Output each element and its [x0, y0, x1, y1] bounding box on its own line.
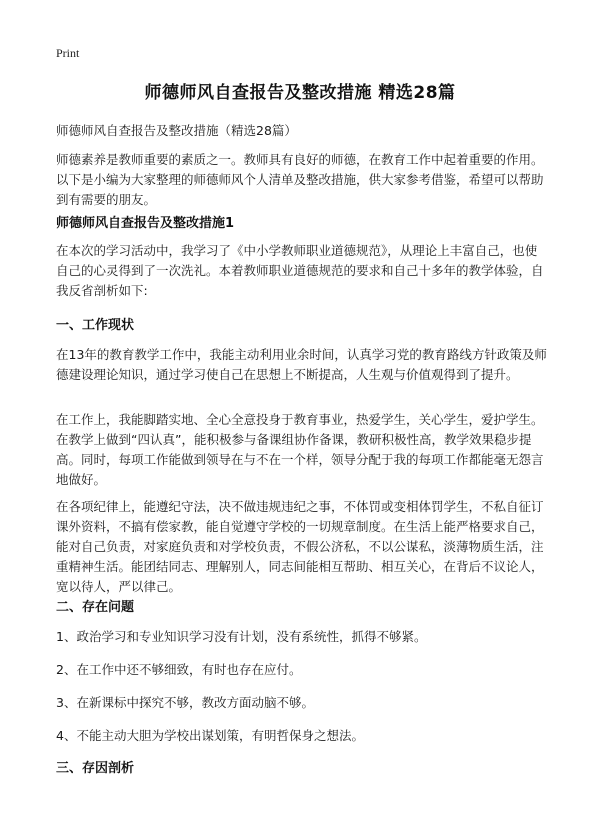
paragraph-study: 在本次的学习活动中，我学习了《中小学教师职业道德规范》，从理论上丰富自己，也使自己的心灵得到了一次洗礼。本着教师职业道德规范的要求和自己十多年的教学体验，自我反省剖析如下: — [56, 243, 544, 298]
paragraph-discipline: 在各项纪律上，能遵纪守法，决不做违规违纪之事，不体罚或变相体罚学生，不私自征订课外资料，不搞有偿家教，能自觉遵守学校的一切规章制度。在生活上能严格要求自己，能对自己负责，对家庭负责和对学校负责，不假公济私，不以公谋私，淡薄物质生活，注重精神生活。能团结同志、理解别人，同志间能相互帮助、相互关心，在背后不议论人，宽以待人，严以律己。 — [56, 499, 544, 594]
problem-list-item: 2、在工作中还不够细致，有时也存在应付。 — [56, 662, 302, 677]
section-heading: 师德师风自查报告及整改措施1 — [56, 216, 235, 231]
print-label: Print — [56, 46, 80, 60]
heading-work-status: 一、工作现状 — [56, 318, 135, 333]
intro-paragraph: 师德素养是教师重要的素质之一。教师具有良好的师德，在教育工作中起着重要的作用。以下是小编为大家整理的师德师风个人清单及整改措施，供大家参考借鉴，希望可以帮助到有需要的朋友。 — [56, 152, 544, 207]
problem-list-item: 3、在新课标中探究不够，教改方面动脑不够。 — [56, 695, 314, 710]
heading-causes: 三、存因剖析 — [56, 761, 135, 776]
document-subtitle: 师德师风自查报告及整改措施（精选28篇） — [56, 123, 297, 138]
problem-list-item: 4、不能主动大胆为学校出谋划策，有明哲保身之想法。 — [56, 728, 364, 743]
document-title: 师德师风自查报告及整改措施 精选28篇 — [144, 83, 456, 103]
paragraph-work-status: 在13年的教育教学工作中，我能主动利用业余时间，认真学习党的教育路线方针政策及师德建设理论知识，通过学习使自己在思想上不断提高，人生观与价值观得到了提升。 — [56, 347, 547, 382]
heading-problems: 二、存在问题 — [56, 600, 135, 615]
problem-list-item: 1、政治学习和专业知识学习没有计划，没有系统性，抓得不够紧。 — [56, 629, 427, 644]
paragraph-work-attitude: 在工作上，我能脚踏实地、全心全意投身于教育事业，热爱学生，关心学生，爱护学生。在教学上做到“四认真”，能积极参与备课组协作备课，教研积极性高，教学效果稳步提高。同时，每项工作能做到领导在与不在一个样，领导分配于我的每项工作都能毫无怨言地做好。 — [56, 412, 544, 487]
